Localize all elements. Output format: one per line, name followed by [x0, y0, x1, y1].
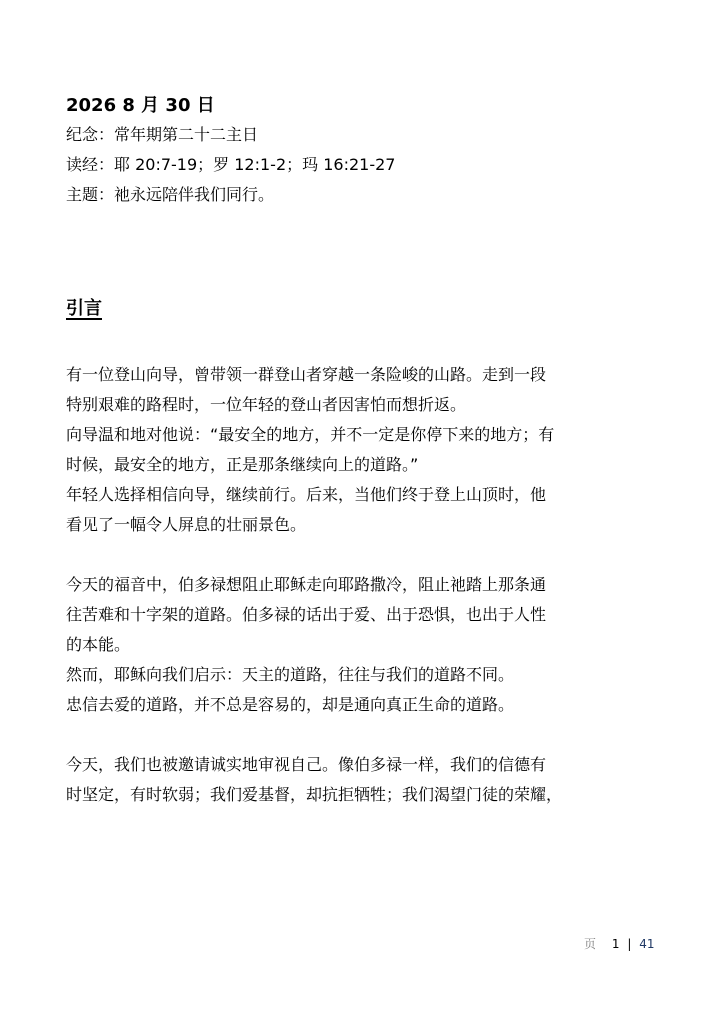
paragraph — [66, 360, 676, 540]
page-total: 41 — [639, 937, 655, 951]
paragraph-line: 有一位登山向导，曾带领一群登山者穿越一条险峻的山路。走到一段 — [66, 365, 547, 384]
paragraph — [66, 750, 676, 810]
paragraph-line: 今天的福音中，伯多禄想阻止耶稣走向耶路撒冷，阻止祂踏上那条通 — [66, 575, 547, 594]
theme-line: 主题：祂永远陪伴我们同行。 — [66, 185, 275, 204]
paragraph-line: 忠信去爱的道路，并不总是容易的，却是通向真正生命的道路。 — [66, 695, 515, 714]
meta-block — [66, 120, 676, 210]
paragraph-line: 往苦难和十字架的道路。伯多禄的话出于爱、出于恐惧，也出于人性 — [66, 605, 547, 624]
page-number: 1 — [611, 937, 620, 951]
paragraph-line: 的本能。 — [66, 635, 131, 654]
paragraph-line: 今天，我们也被邀请诚实地审视自己。像伯多禄一样，我们的信德有 — [66, 755, 547, 774]
paragraph-line: 时坚定，有时软弱；我们爱基督，却抗拒牺牲；我们渴望门徒的荣耀， — [66, 785, 563, 804]
paragraph — [66, 570, 676, 720]
paragraph-line: 然而，耶稣向我们启示：天主的道路，往往与我们的道路不同。 — [66, 665, 515, 684]
page-label: 页 — [584, 937, 597, 951]
paragraph-line: 看见了一幅令人屏息的壮丽景色。 — [66, 515, 307, 534]
paragraph-line: 时候，最安全的地方，正是那条继续向上的道路。” — [66, 455, 419, 474]
paragraph-line: 向导温和地对他说：“最安全的地方，并不一定是你停下来的地方；有 — [66, 425, 555, 444]
date-heading: 2026 8 月 30 日 — [66, 95, 215, 116]
paragraph-line: 特别艰难的路程时，一位年轻的登山者因害怕而想折返。 — [66, 395, 467, 414]
readings-line: 读经：耶 20:7-19；罗 12:1-2；玛 16:21-27 — [66, 155, 396, 174]
paragraph-line: 年轻人选择相信向导，继续前行。后来，当他们终于登上山顶时，他 — [66, 485, 547, 504]
page-footer — [584, 934, 654, 954]
page-separator: | — [627, 937, 632, 951]
page-content — [66, 92, 676, 840]
commemoration-line: 纪念：常年期第二十二主日 — [66, 125, 259, 144]
section-title: 引言 — [66, 298, 102, 319]
section-heading — [66, 294, 676, 324]
paragraphs-container — [66, 360, 676, 810]
